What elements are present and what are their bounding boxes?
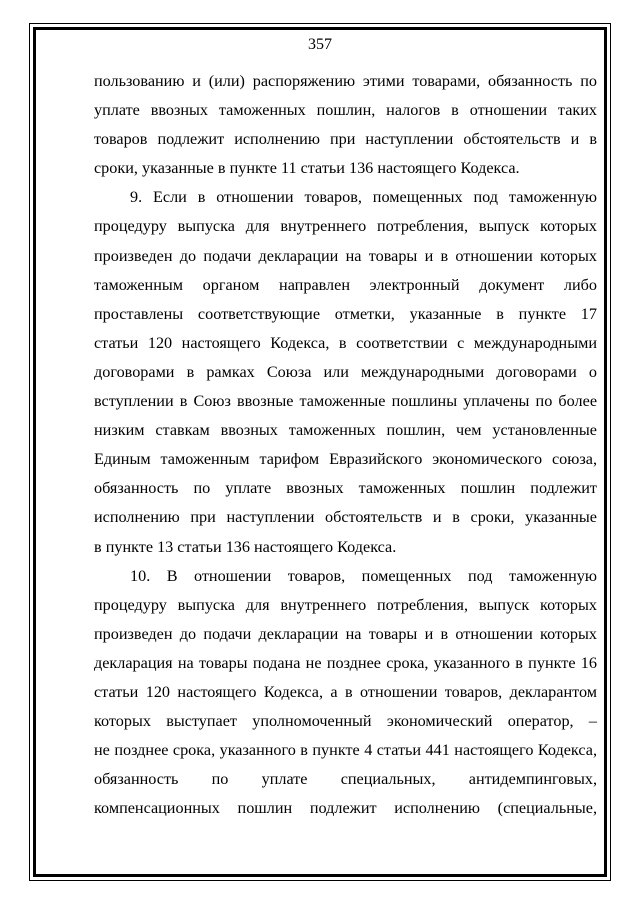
text-line: компенсационных пошлин подлежит исполнению (специальные, (94, 799, 597, 818)
document-body (94, 67, 597, 823)
text-line: процедуру выпуска для внутреннего потребления, выпуск которых (94, 595, 597, 614)
page-number: 357 (308, 36, 332, 53)
text-line: не позднее срока, указанного в пункте 4 статьи 441 настоящего Кодекса, (94, 741, 597, 760)
text-line: исполнению при наступлении обстоятельств и в сроки, указанные (94, 508, 597, 527)
text-line: пользованию и (или) распоряжению этими товарами, обязанность по (94, 72, 597, 90)
text-line: процедуру выпуска для внутреннего потребления, выпуск которых (94, 217, 597, 236)
text-line: обязанность по уплате ввозных таможенных пошлин подлежит (94, 479, 597, 498)
text-line: которых выступает уполномоченный экономический оператор, – (94, 712, 597, 731)
text-line: обязанность по уплате специальных, антидемпинговых, (94, 770, 597, 789)
text-line: статьи 120 настоящего Кодекса, а в отношении товаров, декларантом (94, 682, 597, 701)
text-line: проставлены соответствующие отметки, указанные в пункте 17 (94, 304, 597, 323)
text-line: произведен до подачи декларации на товары и в отношении которых (94, 624, 597, 643)
text-line: произведен до подачи декларации на товары и в отношении которых (94, 246, 597, 265)
text-line: сроки, указанные в пункте 11 статьи 136 настоящего Кодекса. (94, 159, 520, 178)
text-line: товаров подлежит исполнению при наступлении обстоятельств и в (94, 130, 597, 149)
text-line: уплате ввозных таможенных пошлин, налогов в отношении таких (94, 101, 597, 120)
text-line: 10. В отношении товаров, помещенных под таможенную (130, 566, 597, 585)
text-line: в пункте 13 статьи 136 настоящего Кодекса. (94, 537, 397, 556)
text-line: низким ставкам ввозных таможенных пошлин, чем установленные (94, 421, 597, 440)
text-line: Единым таможенным тарифом Евразийского экономического союза, (94, 450, 597, 469)
text-line: 9. Если в отношении товаров, помещенных под таможенную (130, 188, 597, 207)
text-line: таможенным органом направлен электронный документ либо (94, 275, 597, 294)
text-line: вступлении в Союз ввозные таможенные пошлины уплачены по более (94, 392, 597, 411)
text-line: договорами в рамках Союза или международными договорами о (94, 362, 597, 381)
text-line: статьи 120 настоящего Кодекса, в соответствии с международными (94, 333, 597, 352)
text-line: декларация на товары подана не позднее срока, указанного в пункте 16 (94, 653, 597, 672)
